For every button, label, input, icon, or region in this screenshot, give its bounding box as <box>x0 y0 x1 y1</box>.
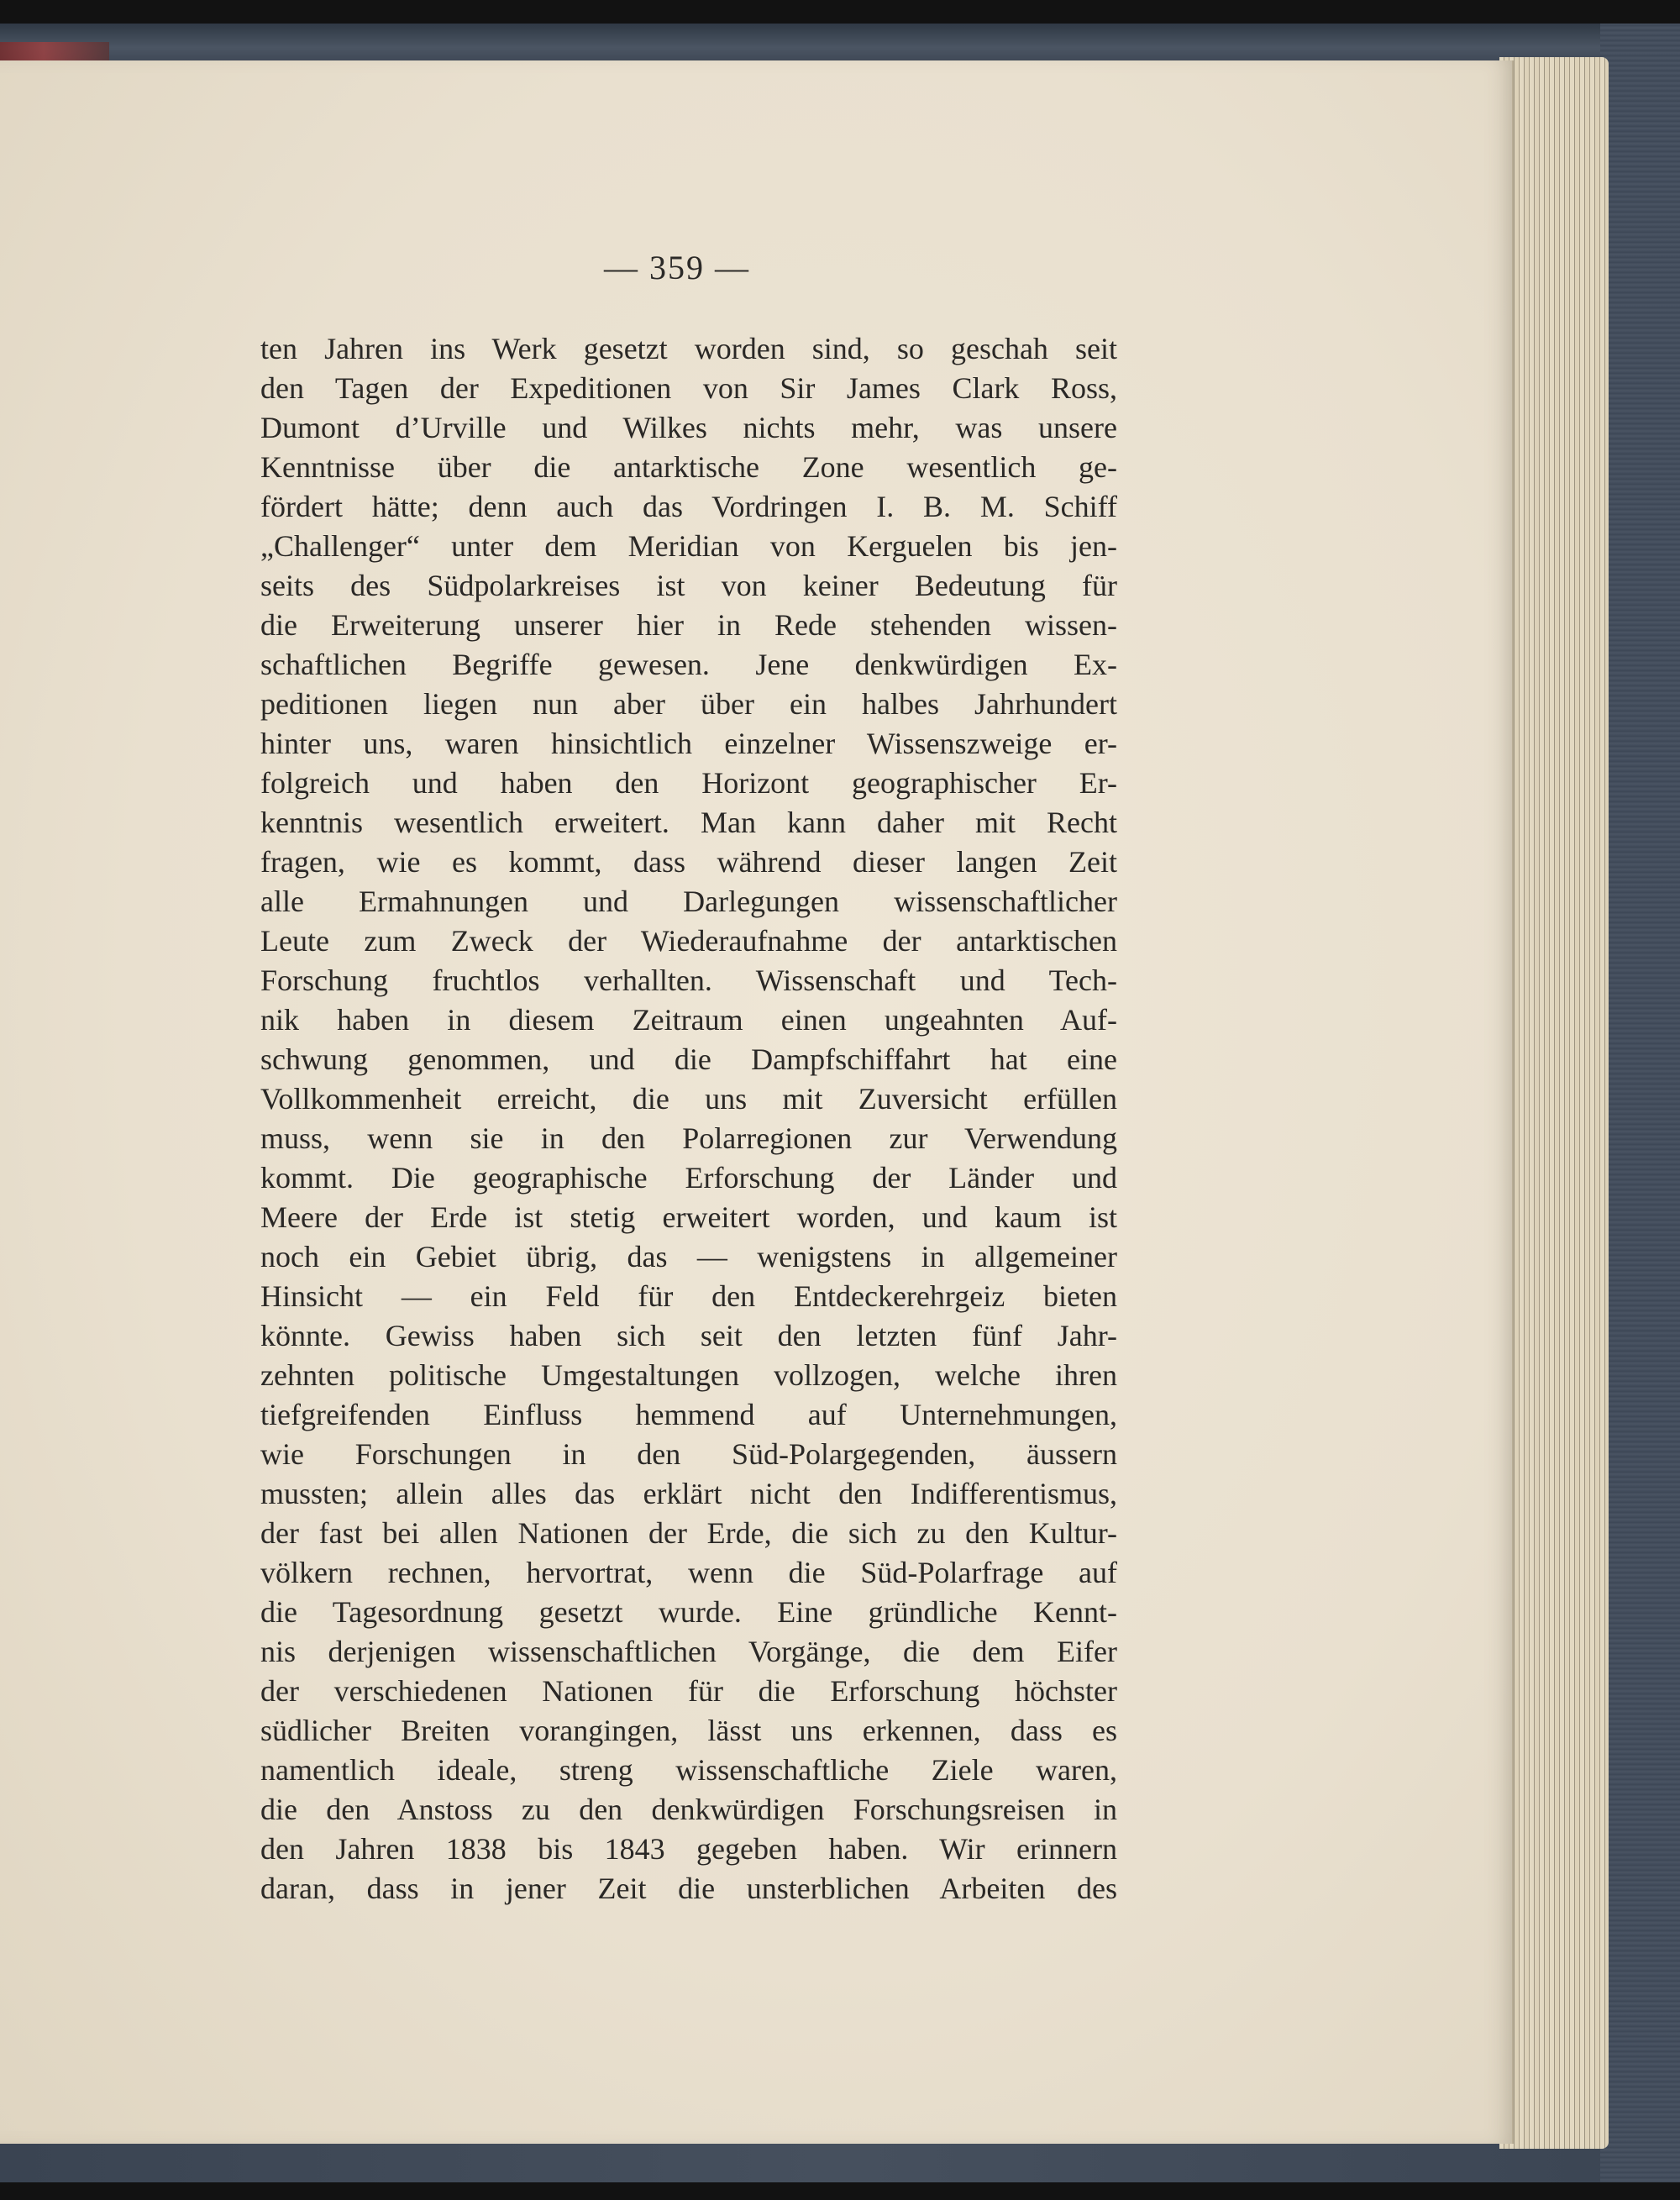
text-line: alle Ermahnungen und Darlegungen wissenschaftlicher <box>260 885 1117 918</box>
text-line: den Tagen der Expeditionen von Sir James Clark Ross, <box>260 371 1117 405</box>
text-line: Hinsicht — ein Feld für den Entdeckerehrgeiz bieten <box>260 1279 1117 1313</box>
cover-right-edge <box>1600 24 1680 2182</box>
text-line: folgreich und haben den Horizont geographischer Er- <box>260 766 1117 800</box>
page-number: — 359 — <box>604 249 750 286</box>
text-line: fragen, wie es kommt, dass während dieser langen Zeit <box>260 845 1117 879</box>
text-line: völkern rechnen, hervortrat, wenn die Süd-Polarfrage auf <box>260 1556 1117 1589</box>
text-line: der fast bei allen Nationen der Erde, die sich zu den Kultur- <box>260 1516 1117 1550</box>
text-line: schaftlichen Begriffe gewesen. Jene denkwürdigen Ex- <box>260 648 1117 681</box>
text-line: Forschung fruchtlos verhallten. Wissenschaft und Tech- <box>260 963 1117 997</box>
text-line: den Jahren 1838 bis 1843 gegeben haben. Wir erinnern <box>260 1832 1117 1866</box>
text-line: südlicher Breiten vorangingen, lässt uns erkennen, dass es <box>260 1714 1117 1747</box>
text-line: ten Jahren ins Werk gesetzt worden sind, so geschah seit <box>260 332 1117 365</box>
text-line: Dumont d’Urville und Wilkes nichts mehr, was unsere <box>260 411 1117 444</box>
text-line: tiefgreifenden Einfluss hemmend auf Unternehmungen, <box>260 1398 1117 1431</box>
text-line: kenntnis wesentlich erweitert. Man kann daher mit Recht <box>260 806 1117 839</box>
text-line: mussten; allein alles das erklärt nicht den Indifferentismus, <box>260 1477 1117 1510</box>
text-line: daran, dass in jener Zeit die unsterblichen Arbeiten des <box>260 1872 1117 1905</box>
text-line: könnte. Gewiss haben sich seit den letzten fünf Jahr- <box>260 1319 1117 1352</box>
text-line: nik haben in diesem Zeitraum einen ungeahnten Auf- <box>260 1003 1117 1037</box>
text-line: wie Forschungen in den Süd-Polargegenden, äussern <box>260 1437 1117 1471</box>
text-line: namentlich ideale, streng wissenschaftliche Ziele waren, <box>260 1753 1117 1787</box>
text-line: nis derjenigen wissenschaftlichen Vorgänge, die dem Eifer <box>260 1635 1117 1668</box>
text-line: fördert hätte; denn auch das Vordringen I. B. M. Schiff <box>260 490 1117 523</box>
text-line: hinter uns, waren hinsichtlich einzelner Wissenszweige er- <box>260 727 1117 760</box>
text-line: peditionen liegen nun aber über ein halbes Jahrhundert <box>260 687 1117 721</box>
text-line: die den Anstoss zu den denkwürdigen Forschungsreisen in <box>260 1793 1117 1826</box>
text-line: die Tagesordnung gesetzt wurde. Eine gründliche Kennt- <box>260 1595 1117 1629</box>
cover-corner-mark <box>0 42 109 60</box>
text-line: kommt. Die geographische Erforschung der Länder und <box>260 1161 1117 1195</box>
text-line: die Erweiterung unserer hier in Rede stehenden wissen- <box>260 608 1117 642</box>
text-line: „Challenger“ unter dem Meridian von Kerguelen bis jen- <box>260 529 1117 563</box>
text-line: Vollkommenheit erreicht, die uns mit Zuversicht erfüllen <box>260 1082 1117 1116</box>
text-line: Meere der Erde ist stetig erweitert worden, und kaum ist <box>260 1200 1117 1234</box>
page-edges <box>1499 57 1609 2149</box>
cover-top-edge <box>0 24 1680 64</box>
text-line: zehnten politische Umgestaltungen vollzogen, welche ihren <box>260 1358 1117 1392</box>
text-line: muss, wenn sie in den Polarregionen zur Verwendung <box>260 1121 1117 1155</box>
text-line: seits des Südpolarkreises ist von keiner Bedeutung für <box>260 569 1117 602</box>
book-page <box>0 60 1514 2144</box>
text-line: der verschiedenen Nationen für die Erforschung höchster <box>260 1674 1117 1708</box>
text-line: schwung genommen, und die Dampfschiffahrt hat eine <box>260 1042 1117 1076</box>
text-line: Leute zum Zweck der Wiederaufnahme der antarktischen <box>260 924 1117 958</box>
text-line: Kenntnisse über die antarktische Zone wesentlich ge- <box>260 450 1117 484</box>
text-line: noch ein Gebiet übrig, das — wenigstens in allgemeiner <box>260 1240 1117 1273</box>
